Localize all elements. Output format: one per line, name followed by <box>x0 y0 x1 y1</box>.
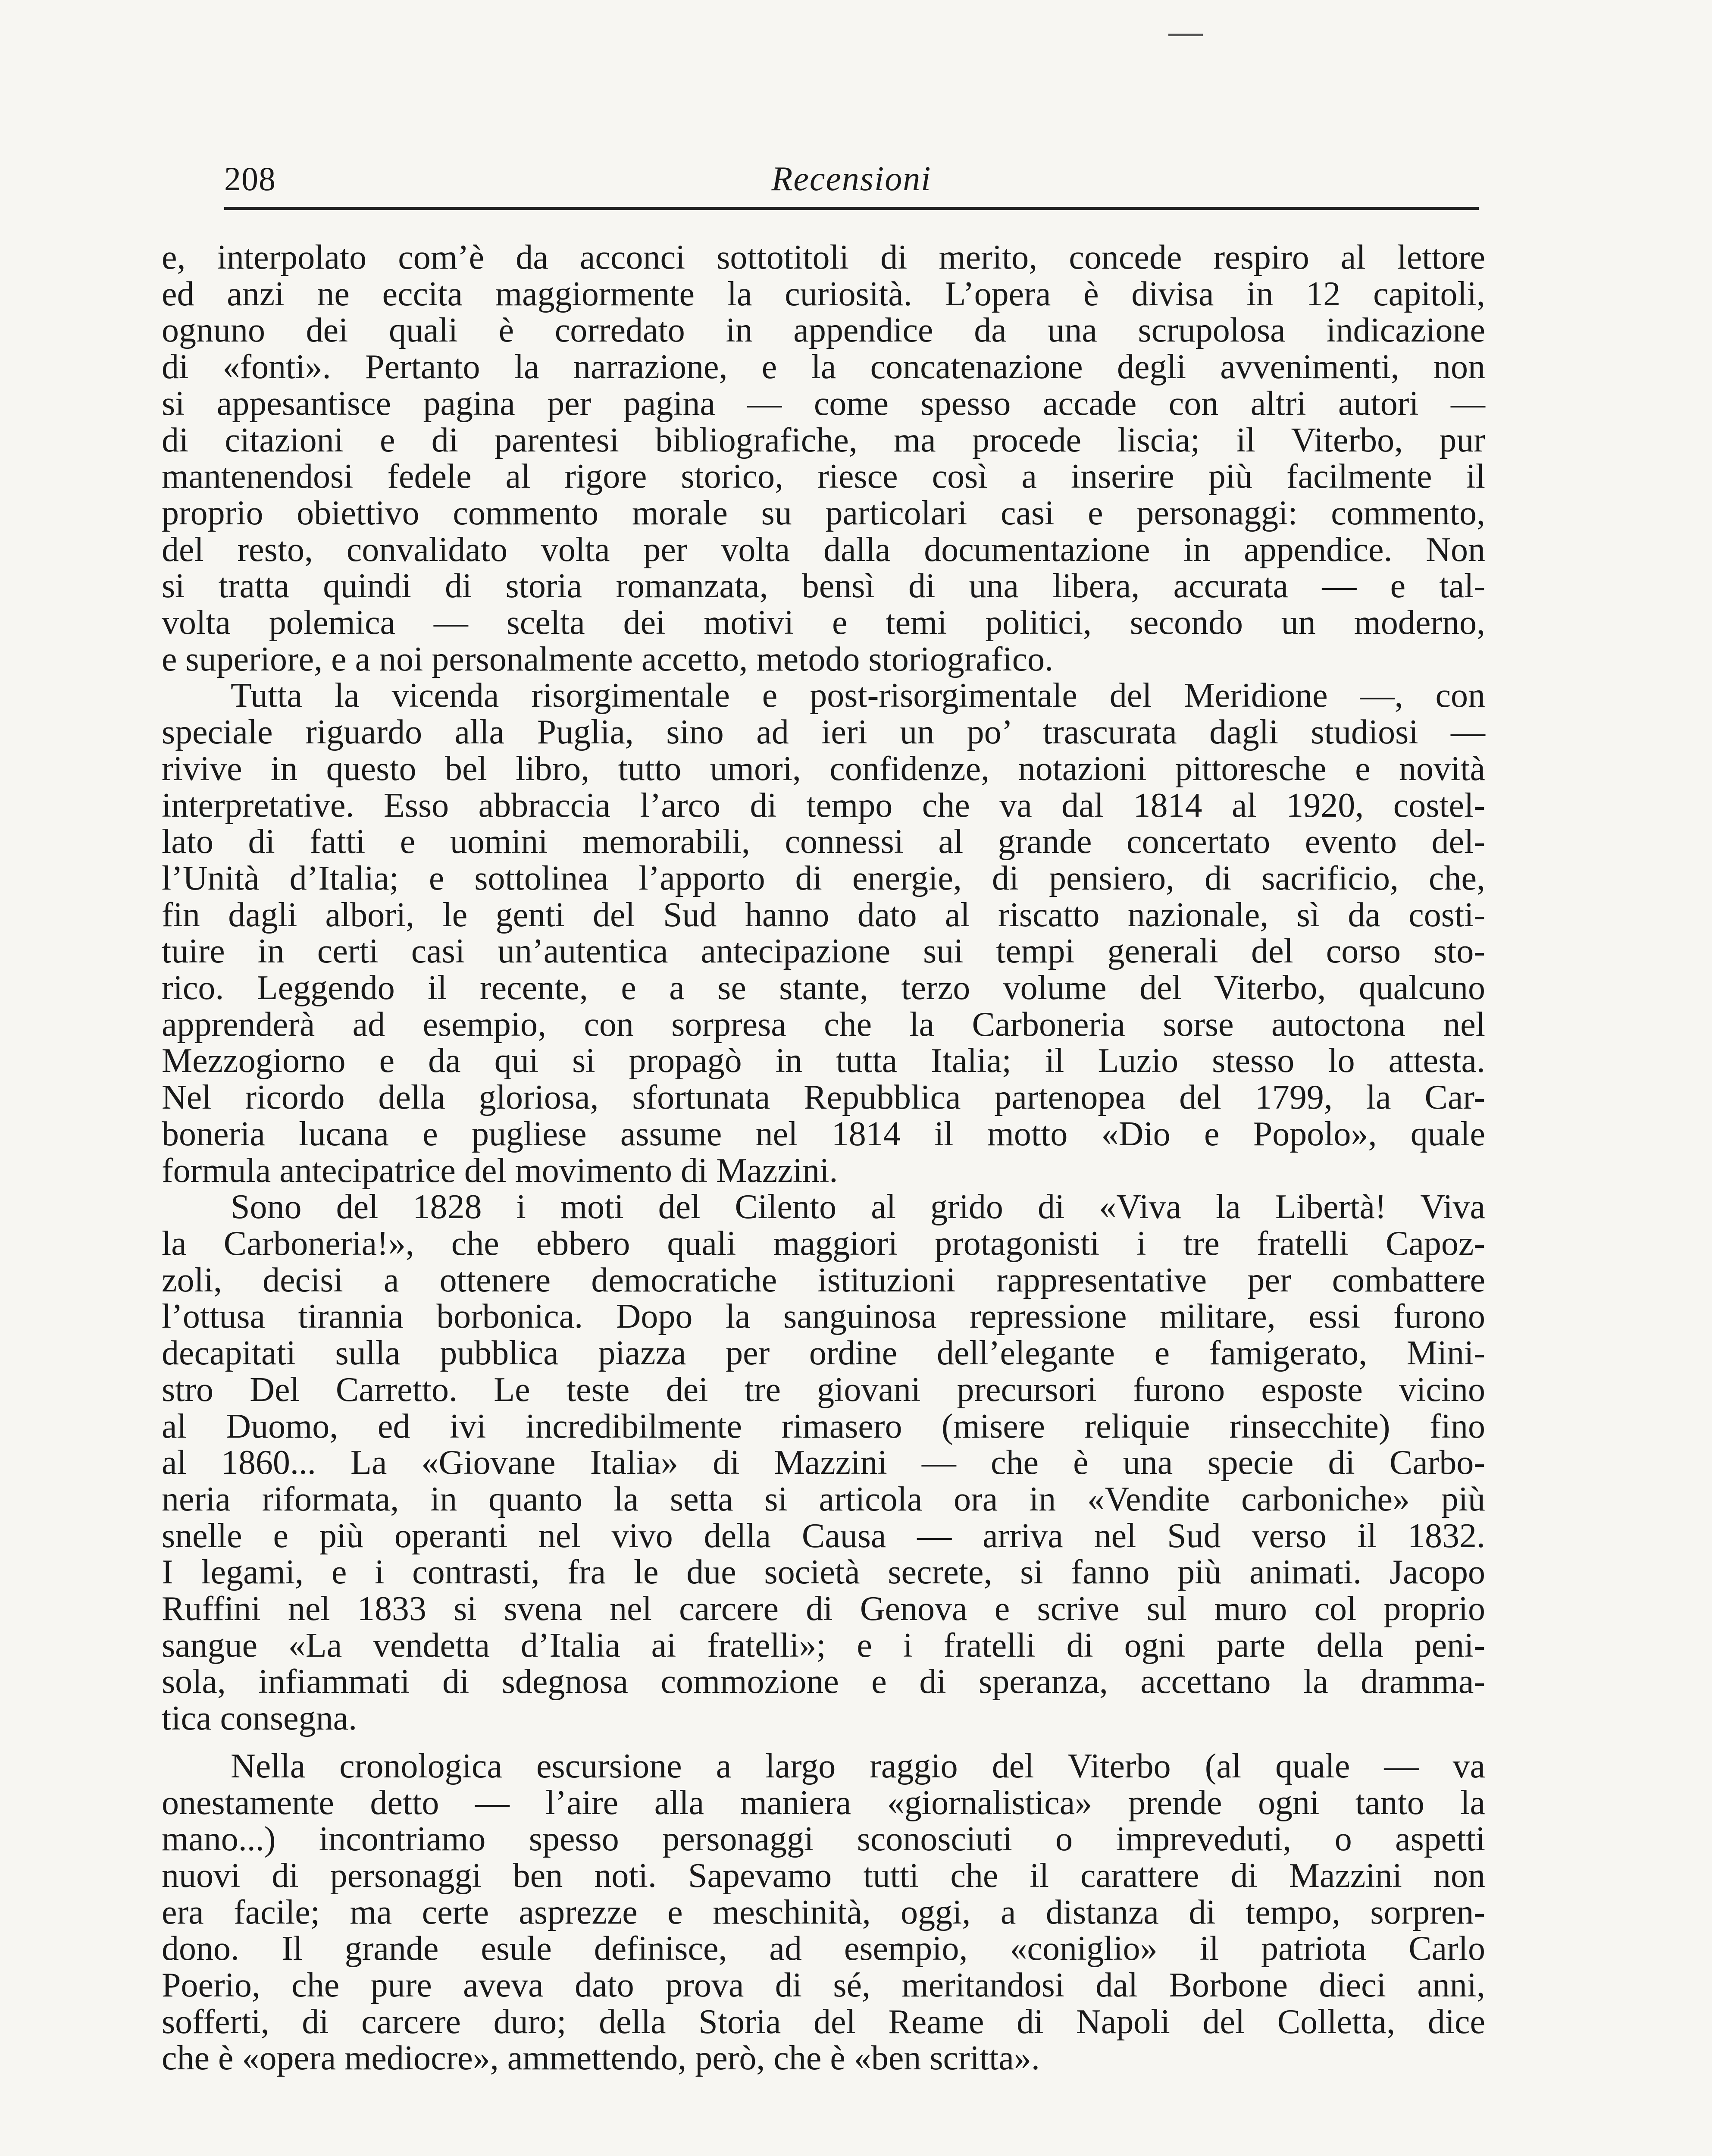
body-text <box>162 239 1485 2077</box>
text-line: formula antecipatrice del movimento di Mazzini. <box>162 1151 838 1190</box>
text-line: decapitati sulla pubblica piazza per ordine dell’elegante e famigerato, Mini- <box>162 1334 1485 1373</box>
paragraph-4 <box>162 1748 1485 2077</box>
text-line: la Carboneria!», che ebbero quali maggiori protagonisti i tre fratelli Capoz- <box>162 1224 1485 1263</box>
text-line: mano...) incontriamo spesso personaggi sconosciuti o impreveduti, o aspetti <box>162 1820 1485 1858</box>
text-line: tuire in certi casi un’autentica antecipazione sui tempi generali del corso sto- <box>162 932 1485 971</box>
text-line: rivive in questo bel libro, tutto umori, confidenze, notazioni pittoresche e novità <box>162 749 1485 788</box>
text-line: tica consegna. <box>162 1699 357 1738</box>
scan-dash-mark <box>1168 34 1203 36</box>
text-line: sola, infiammati di sdegnosa commozione e di speranza, accettano la dramma- <box>162 1663 1485 1701</box>
text-line: ed anzi ne eccita maggiormente la curiosità. L’opera è divisa in 12 capitoli, <box>162 275 1485 313</box>
text-line: di citazioni e di parentesi bibliografiche, ma procede liscia; il Viterbo, pur <box>162 421 1485 459</box>
text-line: e, interpolato com’è da acconci sottotitoli di merito, concede respiro al lettore <box>162 238 1485 276</box>
text-line: l’ottusa tirannia borbonica. Dopo la sanguinosa repressione militare, essi furono <box>162 1297 1485 1336</box>
text-line: Tutta la vicenda risorgimentale e post-risorgimentale del Meridione —, con <box>231 677 1485 715</box>
page-header <box>224 142 1479 210</box>
text-line: I legami, e i contrasti, fra le due società secrete, si fanno più animati. Jacopo <box>162 1553 1485 1592</box>
text-line: zoli, decisi a ottenere democratiche istituzioni rappresentative per combattere <box>162 1261 1485 1299</box>
text-line: snelle e più operanti nel vivo della Causa — arriva nel Sud verso il 1832. <box>162 1517 1485 1555</box>
text-line: si tratta quindi di storia romanzata, bensì di una libera, accurata — e tal- <box>162 567 1485 605</box>
text-line: Mezzogiorno e da qui si propagò in tutta Italia; il Luzio stesso lo attesta. <box>162 1042 1485 1080</box>
text-line: Nella cronologica escursione a largo raggio del Viterbo (al quale — va <box>231 1747 1485 1785</box>
text-line: interpretative. Esso abbraccia l’arco di tempo che va dal 1814 al 1920, costel- <box>162 786 1485 824</box>
text-line: sangue «La vendetta d’Italia ai fratelli»; e i fratelli di ogni parte della peni- <box>162 1626 1485 1664</box>
text-line: al Duomo, ed ivi incredibilmente rimasero (misere reliquie rinsecchite) fino <box>162 1407 1485 1445</box>
text-line: rico. Leggendo il recente, e a se stante, terzo volume del Viterbo, qualcuno <box>162 969 1485 1007</box>
text-line: Nel ricordo della gloriosa, sfortunata Repubblica partenopea del 1799, la Car- <box>162 1078 1485 1117</box>
paragraph-1 <box>162 239 1485 677</box>
text-line: boneria lucana e pugliese assume nel 1814 il motto «Dio e Popolo», quale <box>162 1115 1485 1153</box>
paragraph-gap <box>162 1737 1485 1748</box>
text-line: stro Del Carretto. Le teste dei tre giovani precursori furono esposte vicino <box>162 1370 1485 1409</box>
text-line: al 1860... La «Giovane Italia» di Mazzini — che è una specie di Carbo- <box>162 1444 1485 1482</box>
running-title: Recensioni <box>771 160 932 198</box>
paragraph-3 <box>162 1189 1485 1737</box>
text-line: e superiore, e a noi personalmente accetto, metodo storiografico. <box>162 640 1054 678</box>
text-line: volta polemica — scelta dei motivi e temi politici, secondo un moderno, <box>162 604 1485 642</box>
text-line: speciale riguardo alla Puglia, sino ad ieri un po’ trascurata dagli studiosi — <box>162 713 1485 752</box>
text-line: nuovi di personaggi ben noti. Sapevamo tutti che il carattere di Mazzini non <box>162 1856 1485 1895</box>
text-line: dono. Il grande esule definisce, ad esempio, «coniglio» il patriota Carlo <box>162 1930 1485 1968</box>
text-line: l’Unità d’Italia; e sottolinea l’apporto di energie, di pensiero, di sacrificio, che, <box>162 859 1485 897</box>
text-line: fin dagli albori, le genti del Sud hanno dato al riscatto nazionale, sì da costi- <box>162 896 1485 934</box>
text-line: che è «opera mediocre», ammettendo, però, che è «ben scritta». <box>162 2039 1040 2078</box>
text-line: Sono del 1828 i moti del Cilento al grido di «Viva la Libertà! Viva <box>231 1188 1485 1226</box>
paragraph-2 <box>162 677 1485 1189</box>
text-line: si appesantisce pagina per pagina — come spesso accade con altri autori — <box>162 384 1485 423</box>
text-line: lato di fatti e uomini memorabili, connessi al grande concertato evento del- <box>162 823 1485 861</box>
text-line: Poerio, che pure aveva dato prova di sé, meritandosi dal Borbone dieci anni, <box>162 1966 1485 2005</box>
text-line: apprenderà ad esempio, con sorpresa che la Carboneria sorse autoctona nel <box>162 1005 1485 1044</box>
text-line: mantenendosi fedele al rigore storico, riesce così a inserire più facilmente il <box>162 458 1485 496</box>
text-line: di «fonti». Pertanto la narrazione, e la concatenazione degli avvenimenti, non <box>162 348 1485 386</box>
text-line: del resto, convalidato volta per volta dalla documentazione in appendice. Non <box>162 530 1485 569</box>
text-line: onestamente detto — l’aire alla maniera «giornalistica» prende ogni tanto la <box>162 1783 1485 1822</box>
text-line: proprio obiettivo commento morale su particolari casi e personaggi: commento, <box>162 494 1485 532</box>
text-line: era facile; ma certe asprezze e meschinità, oggi, a distanza di tempo, sorpren- <box>162 1893 1485 1931</box>
text-line: ognuno dei quali è corredato in appendice da una scrupolosa indicazione <box>162 311 1485 350</box>
text-line: sofferti, di carcere duro; della Storia del Reame di Napoli del Colletta, dice <box>162 2002 1485 2041</box>
page-number: 208 <box>224 160 276 197</box>
text-line: neria riformata, in quanto la setta si articola ora in «Vendite carboniche» più <box>162 1480 1485 1518</box>
text-line: Ruffini nel 1833 si svena nel carcere di Genova e scrive sul muro col proprio <box>162 1590 1485 1628</box>
